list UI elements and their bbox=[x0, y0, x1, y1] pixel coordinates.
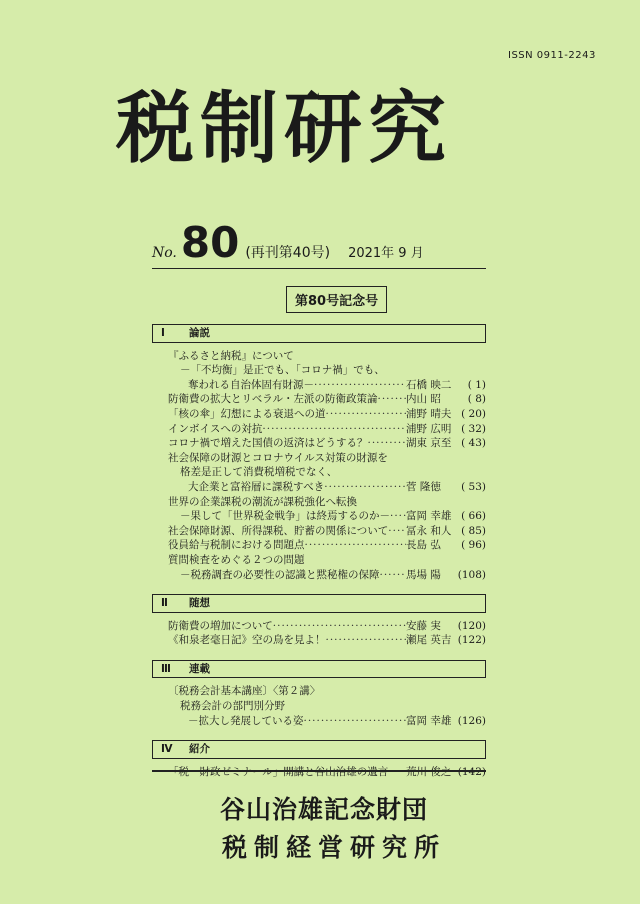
toc-entry-line bbox=[168, 392, 486, 407]
article-author: 安藤 実 bbox=[406, 619, 441, 632]
article-title: 世界の企業課税の潮流が課税強化へ転換 bbox=[168, 495, 357, 508]
leader-dots bbox=[304, 714, 407, 729]
leader-dots bbox=[305, 538, 407, 553]
article-author: 湖東 京至 bbox=[406, 437, 452, 450]
toc-entry bbox=[152, 451, 486, 495]
article-page: (126) bbox=[457, 714, 486, 727]
article-page: ( 96) bbox=[461, 539, 486, 552]
article-author: 富岡 幸雄 bbox=[406, 510, 452, 523]
toc-entry-line bbox=[168, 451, 486, 466]
toc-entry-line bbox=[168, 509, 486, 524]
article-author bbox=[406, 765, 450, 780]
article-page: ( 8) bbox=[467, 393, 486, 406]
top-rule bbox=[152, 268, 486, 269]
article-author: 内山 昭 bbox=[406, 393, 441, 406]
toc-entry bbox=[152, 495, 486, 524]
leader-dots bbox=[314, 378, 406, 393]
section-title: 連載 bbox=[189, 662, 210, 675]
article-title: 役員給与税制における問題点 bbox=[168, 539, 305, 552]
section-number: Ⅱ bbox=[161, 597, 168, 610]
article-page: ( 43) bbox=[461, 437, 486, 450]
leader-dots bbox=[380, 568, 407, 583]
article-page: ( 1) bbox=[467, 378, 486, 391]
toc-entry-line bbox=[168, 568, 486, 583]
article-title: コロナ禍で増えた国債の返済はどうする？ bbox=[168, 437, 368, 450]
toc-entry bbox=[152, 349, 486, 393]
article-title: 防衛費の拡大とリベラル・左派の防衛政策論 bbox=[168, 393, 378, 406]
section-header bbox=[152, 594, 486, 613]
issue-prefix: No. bbox=[152, 245, 177, 261]
article-title: 《和泉老毫日記》空の鳥を見よ！ bbox=[168, 634, 326, 647]
bottom-rule bbox=[152, 770, 486, 772]
article-title: －「不均衡」是正でも、「コロナ禍」でも、 bbox=[180, 364, 385, 377]
article-page: ( 20) bbox=[461, 407, 486, 420]
article-page: ( 53) bbox=[461, 480, 486, 493]
section-number: Ⅲ bbox=[161, 662, 171, 675]
section-title: 論説 bbox=[189, 327, 210, 339]
article-title: インボイスへの対抗 bbox=[168, 422, 263, 435]
issue-number: 80 bbox=[180, 218, 240, 267]
article-title: 〔税務会計基本講座〕〈第２講〉 bbox=[168, 685, 321, 698]
article-page: ( 85) bbox=[461, 524, 486, 537]
issue-date: 2021年 9 月 bbox=[348, 246, 424, 261]
leader-dots bbox=[368, 436, 407, 451]
leader-dots bbox=[377, 392, 406, 407]
article-title: －拡大し発展している姿 bbox=[188, 714, 304, 727]
section-number: Ⅳ bbox=[161, 743, 173, 756]
section-number: Ⅰ bbox=[161, 327, 165, 339]
section-header bbox=[152, 660, 486, 679]
toc-entry-line bbox=[168, 378, 486, 393]
publisher-foundation: 谷山治雄記念財団 bbox=[220, 795, 429, 824]
toc-entry bbox=[152, 633, 486, 648]
section-gap bbox=[152, 582, 486, 590]
toc-entry-line bbox=[168, 436, 486, 451]
section-title: 紹介 bbox=[189, 743, 210, 756]
leader-dots bbox=[326, 407, 407, 422]
article-title: 格差是正して消費税増税でなく、 bbox=[180, 466, 338, 479]
toc-entry-line bbox=[168, 714, 486, 729]
article-page: ( 66) bbox=[461, 510, 486, 523]
toc-entry bbox=[152, 619, 486, 634]
publisher-institute: 税制経営研究所 bbox=[222, 833, 447, 862]
toc-entry bbox=[152, 422, 486, 437]
article-author: 石橋 映二 bbox=[406, 378, 452, 391]
article-author: 冨永 和人 bbox=[406, 524, 452, 537]
toc-entry-line bbox=[168, 480, 486, 495]
article-page: ( 32) bbox=[461, 422, 486, 435]
toc-entry bbox=[152, 765, 486, 780]
toc-entry-line bbox=[168, 633, 486, 648]
toc-entry-line bbox=[168, 422, 486, 437]
article-title: －果して「世界税金戦争」は終焉するのか－ bbox=[180, 510, 390, 523]
article-author: 瀬尾 英吉 bbox=[406, 634, 452, 647]
table-of-contents bbox=[152, 320, 486, 779]
section-gap bbox=[152, 728, 486, 736]
section-gap bbox=[152, 648, 486, 656]
section-header bbox=[152, 740, 486, 759]
article-author: 馬場 陽 bbox=[406, 568, 441, 581]
article-author: 浦野 広明 bbox=[406, 422, 452, 435]
toc-entry-line bbox=[168, 684, 486, 699]
toc-entry bbox=[152, 407, 486, 422]
article-title: －税務調査の必要性の認識と黙秘権の保障 bbox=[180, 568, 380, 581]
toc-entry bbox=[152, 436, 486, 451]
article-title bbox=[168, 765, 388, 780]
section-title: 随想 bbox=[189, 597, 210, 610]
issn-label: ISSN 0911-2243 bbox=[508, 50, 596, 61]
toc-entry-line bbox=[168, 619, 486, 634]
article-page: (108) bbox=[457, 568, 486, 581]
article-page: (120) bbox=[457, 619, 486, 632]
article-title: 防衛費の増加について bbox=[168, 619, 273, 632]
issue-subnumber: (再刊第40号) bbox=[245, 245, 331, 261]
article-page: (122) bbox=[457, 634, 486, 647]
toc-entry bbox=[152, 524, 486, 539]
toc-entry bbox=[152, 553, 486, 582]
toc-entry-line bbox=[168, 699, 486, 714]
article-title: 質問検査をめぐる２つの問題 bbox=[168, 553, 305, 566]
toc-entry bbox=[152, 684, 486, 728]
section-header bbox=[152, 324, 486, 343]
commemorative-badge: 第80号記念号 bbox=[286, 286, 387, 313]
toc-entry-line bbox=[168, 465, 486, 480]
toc-entry-line bbox=[168, 538, 486, 553]
leader-dots bbox=[388, 524, 406, 539]
article-title: 『ふるさと納税』について bbox=[168, 349, 294, 362]
leader-dots bbox=[326, 633, 407, 648]
leader-dots bbox=[324, 480, 406, 495]
article-author: 浦野 晴夫 bbox=[406, 407, 452, 420]
article-title: 社会保障の財源とコロナウイルス対策の財源を bbox=[168, 451, 388, 464]
leader-dots bbox=[388, 765, 406, 780]
toc-entry-line bbox=[168, 349, 486, 364]
article-title: 税務会計の部門別分野 bbox=[180, 700, 285, 713]
toc-entry-line bbox=[168, 553, 486, 568]
journal-title: 税制研究 bbox=[116, 83, 453, 174]
leader-dots bbox=[390, 509, 406, 524]
leader-dots bbox=[273, 619, 406, 634]
toc-entry-line bbox=[168, 765, 486, 780]
article-author: 長島 弘 bbox=[406, 539, 441, 552]
leader-dots bbox=[262, 422, 406, 437]
article-title: 「核の傘」幻想による衰退への道 bbox=[168, 407, 326, 420]
toc-entry bbox=[152, 538, 486, 553]
article-title: 大企業と富裕層に課税すべき bbox=[188, 480, 325, 493]
toc-entry-line bbox=[168, 524, 486, 539]
article-title: 社会保障財源、所得課税、貯蓄の関係について bbox=[168, 524, 389, 537]
article-page bbox=[450, 765, 486, 780]
toc-entry-line bbox=[168, 407, 486, 422]
article-title: 奪われる自治体固有財源－ bbox=[188, 378, 314, 391]
issue-line bbox=[152, 218, 424, 267]
article-author: 富岡 幸雄 bbox=[406, 714, 452, 727]
toc-entry-line bbox=[168, 363, 486, 378]
toc-entry-line bbox=[168, 495, 486, 510]
article-author: 菅 隆徳 bbox=[406, 480, 441, 493]
toc-entry bbox=[152, 392, 486, 407]
